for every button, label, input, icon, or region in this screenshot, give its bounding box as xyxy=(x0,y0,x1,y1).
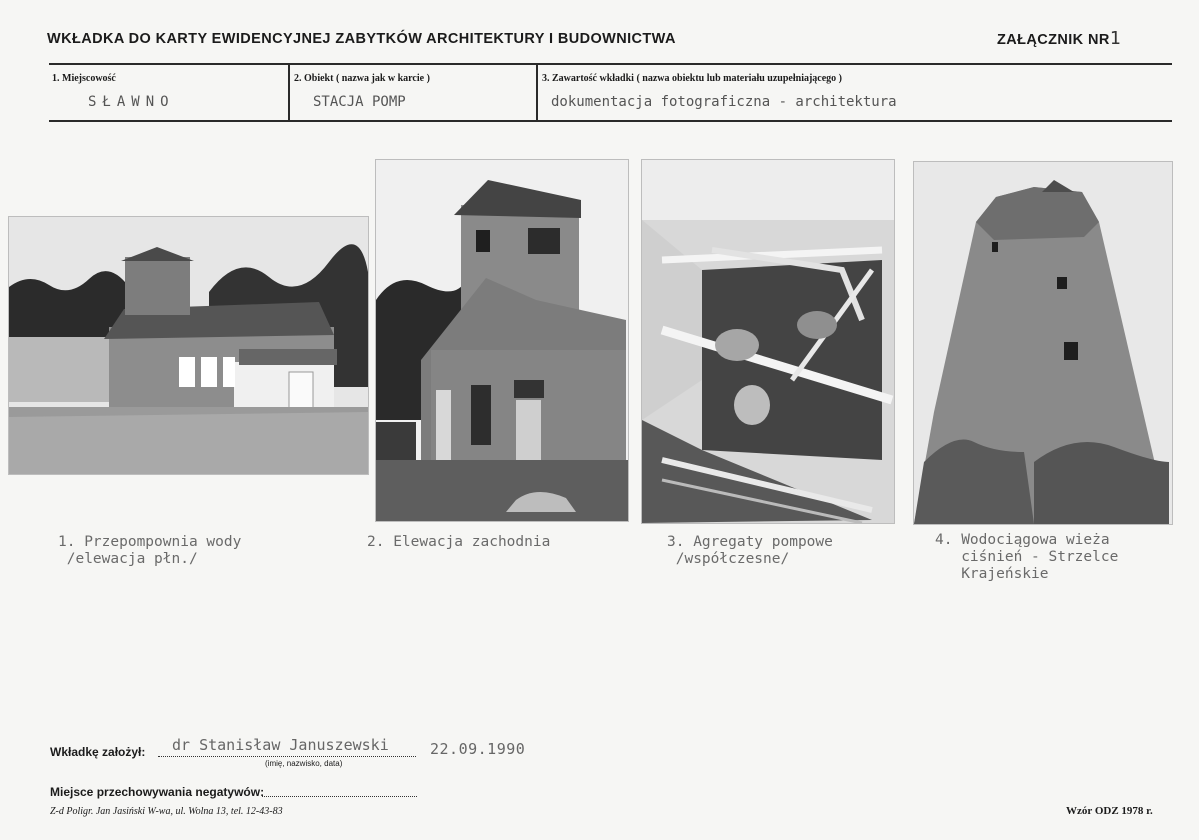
caption-4-line-1: 4. Wodociągowa wieża xyxy=(935,532,1110,548)
field-value-contents: dokumentacja fotograficzna - architektura xyxy=(551,94,897,110)
document-title: WKŁADKA DO KARTY EWIDENCYJNEJ ZABYTKÓW ARCHITEKTURY I BUDOWNICTWA xyxy=(47,31,676,47)
printer-info: Z-d Poligr. Jan Jasiński W-wa, ul. Wolna 13, tel. 12-43-83 xyxy=(50,806,283,817)
caption-3-line-1: 3. Agregaty pompowe xyxy=(667,534,833,550)
negatives-dotted-line xyxy=(262,796,417,797)
signature-label: Wkładkę założył: xyxy=(50,745,146,759)
caption-1-line-2: /elewacja płn./ xyxy=(58,551,198,567)
field-value-object: STACJA POMP xyxy=(313,94,406,110)
annex-label-text: ZAŁĄCZNIK NR xyxy=(997,32,1110,48)
photo-pump-aggregates xyxy=(641,159,895,524)
photo-4-image xyxy=(914,162,1172,524)
annex-label xyxy=(997,28,1121,49)
signature-hint: (imię, nazwisko, data) xyxy=(265,759,343,768)
caption-photo-4 xyxy=(935,532,1118,583)
field-label-locality: 1. Miejscowość xyxy=(52,73,116,84)
annex-number: 1 xyxy=(1109,28,1121,49)
caption-4-line-3: Krajeńskie xyxy=(935,566,1049,582)
photo-1-image xyxy=(9,217,368,474)
caption-photo-2 xyxy=(367,534,550,551)
field-label-contents: 3. Zawartość wkładki ( nazwa obiektu lub materiału uzupełniającego ) xyxy=(542,73,843,84)
caption-2-line-1: 2. Elewacja zachodnia xyxy=(367,534,551,550)
photo-pump-station-north xyxy=(8,216,369,475)
caption-photo-1 xyxy=(58,534,241,568)
form-top-rule xyxy=(49,63,1172,65)
caption-photo-3 xyxy=(667,534,833,568)
photo-water-tower xyxy=(913,161,1173,525)
signature-date: 22.09.1990 xyxy=(430,740,526,758)
photo-2-image xyxy=(376,160,628,521)
signature-name: dr Stanisław Januszewski xyxy=(172,736,389,754)
caption-3-line-2: /współczesne/ xyxy=(667,551,790,567)
negatives-label: Miejsce przechowywania negatywów: xyxy=(50,785,265,799)
form-identifier: Wzór ODZ 1978 r. xyxy=(1066,805,1153,817)
field-divider-1 xyxy=(288,63,290,121)
caption-4-line-2: ciśnień - Strzelce xyxy=(935,549,1119,565)
signature-dotted-line xyxy=(158,756,416,757)
photo-west-elevation xyxy=(375,159,629,522)
photo-3-image xyxy=(642,160,894,523)
field-value-locality: SŁAWNO xyxy=(88,94,175,110)
form-bottom-rule xyxy=(49,120,1172,122)
field-divider-2 xyxy=(536,63,538,121)
field-label-object: 2. Obiekt ( nazwa jak w karcie ) xyxy=(294,73,430,84)
caption-1-line-1: 1. Przepompownia wody xyxy=(58,534,242,550)
